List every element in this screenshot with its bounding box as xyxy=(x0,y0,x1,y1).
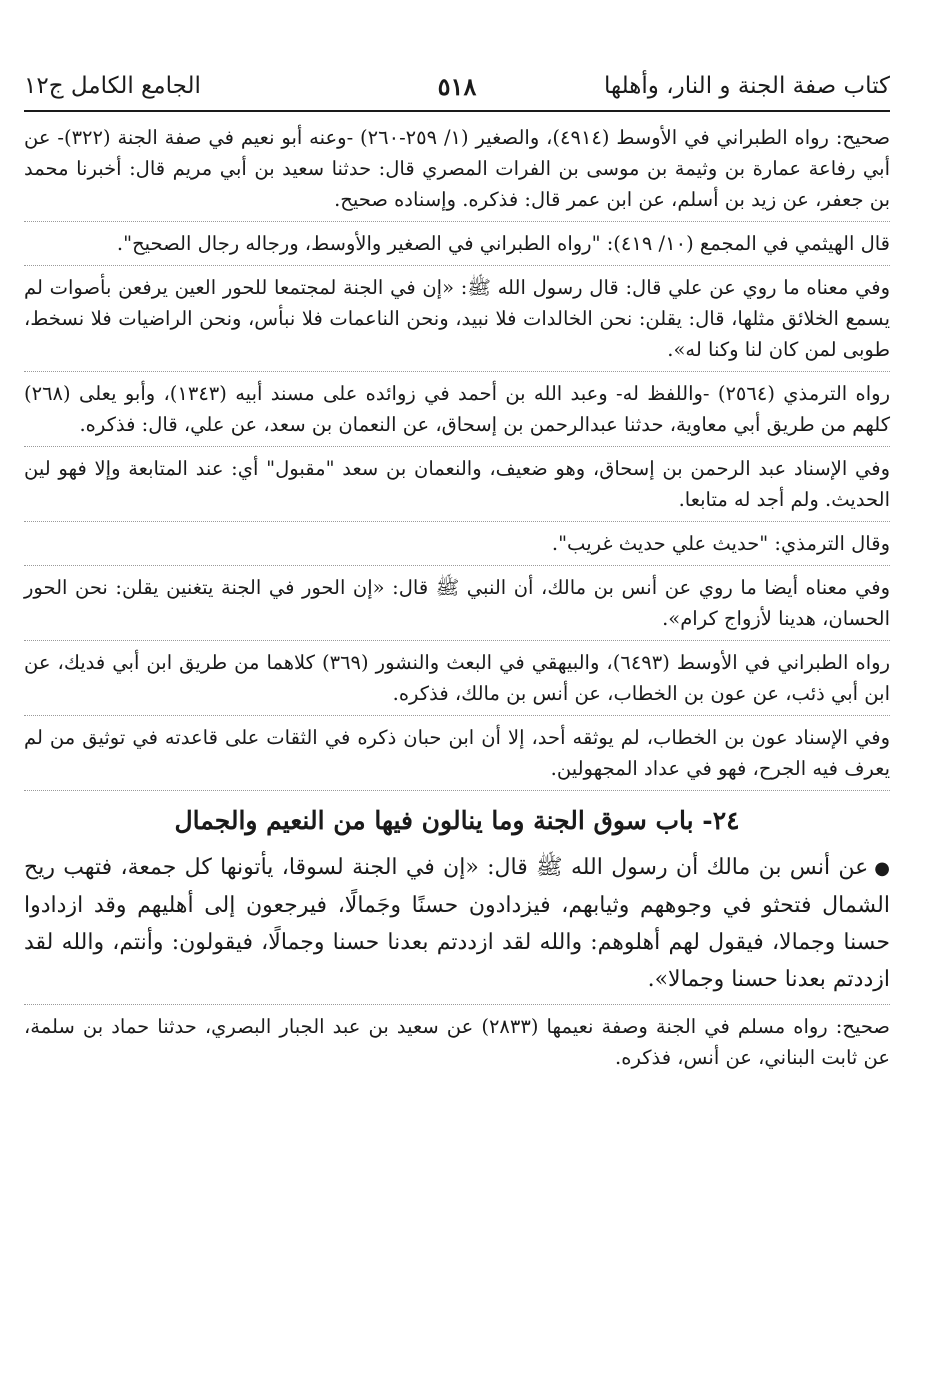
paragraph: رواه الطبراني في الأوسط (٦٤٩٣)، والبيهقي في البعث والنشور (٣٦٩) كلاهما من طريق ابن أبي فديك، عن ابن أبي ذئب، عن عون بن الخطاب، عن أنس بن مالك، فذكره. xyxy=(24,647,890,716)
takhrij-paragraph: صحيح: رواه مسلم في الجنة وصفة نعيمها (٢٨٣٣) عن سعيد بن عبد الجبار البصري، حدثنا حماد بن سلمة، عن ثابت البناني، عن أنس، فذكره. xyxy=(24,1015,890,1069)
chapter-heading: ٢٤- باب سوق الجنة وما ينالون فيها من النعيم والجمال xyxy=(174,806,740,835)
running-header xyxy=(24,64,890,108)
paragraph: وقال الترمذي: "حديث علي حديث غريب". xyxy=(24,528,890,566)
paragraph: وفي الإسناد عون بن الخطاب، لم يوثقه أحد، إلا أن ابن حبان ذكره في الثقات على قاعدته في توثيق من لم يعرف فيه الجرح، فهو في عداد المجهولين. xyxy=(24,722,890,791)
chapter-title: كتاب صفة الجنة و النار، وأهلها xyxy=(604,73,890,99)
paragraph: وفي الإسناد عبد الرحمن بن إسحاق، وهو ضعيف، والنعمان بن سعد "مقبول" أي: عند المتابعة وإلا فهو لين الحديث. ولم أجد له متابعا. xyxy=(24,453,890,522)
paragraph: صحيح: رواه الطبراني في الأوسط (٤٩١٤)، والصغير (١/ ٢٥٩-٢٦٠) -وعنه أبو نعيم في صفة الجنة (٣٢٢)- عن أبي رفاعة عمارة بن وثيمة بن موسى بن الفرات المصري قال: حدثنا سعيد بن أبي مريم قال: أخبرنا محمد بن جعفر، عن زيد بن أسلم، عن ابن عمر قال: فذكره. وإسناده صحيح. xyxy=(24,122,890,222)
hadith-body: عن أنس بن مالك أن رسول الله ﷺ قال: «إن في الجنة لسوقا، يأتونها كل جمعة، فتهب ريح الشمال فتحثو في وجوههم وثيابهم، فيزدادون حسنًا وجَمالًا، فيرجعون إلى أهليهم وقد ازدادوا حسنا وجمالا، فيقول لهم أهلوهم: والله لقد ازددتم بعدنا حسنا وجمالًا، فيقولون: وأنتم، والله لقد ازددتم بعدنا حسنا وجمالا». xyxy=(24,855,890,992)
bullet-icon: ● xyxy=(874,858,890,879)
page-body xyxy=(24,122,890,1343)
page-number: ٥١٨ xyxy=(437,71,477,101)
paragraph: قال الهيثمي في المجمع (١٠/ ٤١٩): "رواه الطبراني في الصغير والأوسط، ورجاله رجال الصحيح". xyxy=(24,228,890,266)
book-title: الجامع الكامل ج١٢ xyxy=(24,73,201,99)
paragraph: وفي معناه ما روي عن علي قال: قال رسول الله ﷺ: «إن في الجنة لمجتمعا للحور العين يرفعن بأصوات لم يسمع الخلائق مثلها، قال: يقلن: نحن الخالدات فلا نبيد، ونحن الناعمات فلا نبأس، ونحن الراضيات فلا نسخط، طوبى لمن كان لنا وكنا له». xyxy=(24,272,890,372)
paragraph: وفي معناه أيضا ما روي عن أنس بن مالك، أن النبي ﷺ قال: «إن الحور في الجنة يتغنين يقلن: نحن الحور الحسان، هدينا لأزواج كرام». xyxy=(24,572,890,641)
header-rule xyxy=(24,110,890,112)
paragraph: رواه الترمذي (٢٥٦٤) -واللفظ له- وعبد الله بن أحمد في زوائده على مسند أبيه (١٣٤٣)، وأبو يعلى (٢٦٨) كلهم من طريق أبي معاوية، حدثنا عبدالرحمن بن إسحاق، عن النعمان بن سعد، عن علي، قال: فذكره. xyxy=(24,378,890,447)
hadith-text xyxy=(24,849,890,1005)
